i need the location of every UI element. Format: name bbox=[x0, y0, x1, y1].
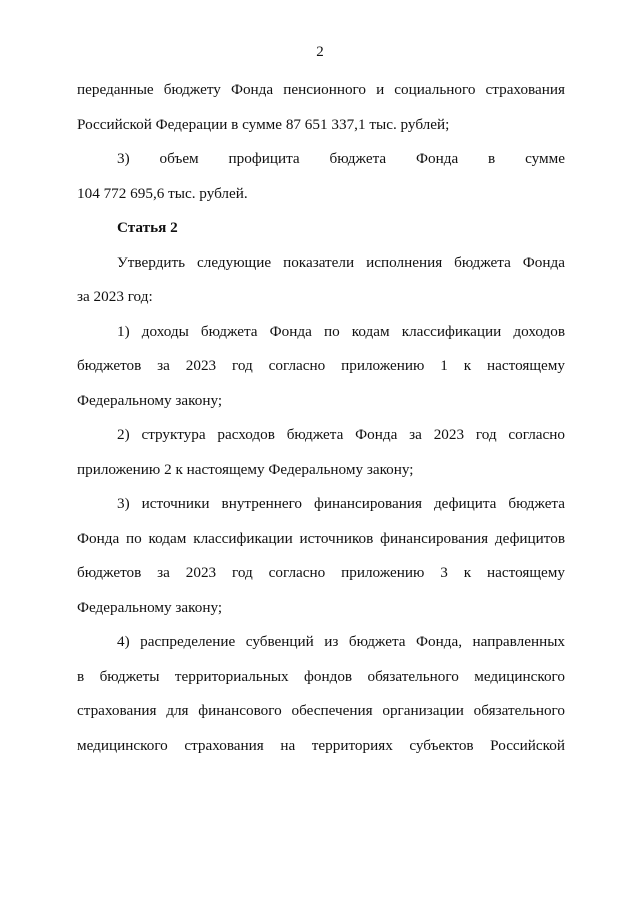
text-line: Федеральному закону; bbox=[77, 598, 223, 616]
paragraph-subventions bbox=[77, 625, 565, 763]
text-line: медицинского страхования на территориях субъектов Российской bbox=[77, 736, 565, 754]
heading-text: Статья 2 bbox=[117, 219, 178, 236]
paragraph-income bbox=[77, 315, 565, 419]
article-heading bbox=[77, 211, 565, 246]
page-number: 2 bbox=[316, 44, 324, 60]
text-line: приложению 2 к настоящему Федеральному закону; bbox=[77, 460, 414, 478]
text-line: 1) доходы бюджета Фонда по кодам классификации доходов bbox=[117, 322, 565, 340]
paragraph-expense-structure bbox=[77, 418, 565, 487]
text-line: 3) источники внутреннего финансирования дефицита бюджета bbox=[117, 495, 565, 512]
document-body bbox=[77, 73, 565, 763]
text-line: переданные бюджету Фонда пенсионного и социального страхования bbox=[77, 81, 565, 98]
text-line: бюджетов за 2023 год согласно приложению 1 к настоящему bbox=[77, 357, 565, 374]
text-line: страхования для финансового обеспечения организации обязательного bbox=[77, 702, 565, 719]
text-line: за 2023 год: bbox=[77, 288, 153, 305]
paragraph-approve-indicators bbox=[77, 246, 565, 315]
text-line: Утвердить следующие показатели исполнения бюджета Фонда bbox=[117, 253, 565, 271]
text-line: в бюджеты территориальных фондов обязательного медицинского bbox=[77, 667, 565, 685]
paragraph-surplus bbox=[77, 142, 565, 211]
text-line: бюджетов за 2023 год согласно приложению 3 к настоящему bbox=[77, 564, 565, 581]
text-line: Федеральному закону; bbox=[77, 391, 223, 409]
text-line: Фонда по кодам классификации источников финансирования дефицитов bbox=[77, 529, 565, 547]
text-line: 3) объем профицита бюджета Фонда в сумме bbox=[117, 150, 565, 167]
text-line: 104 772 695,6 тыс. рублей. bbox=[77, 184, 248, 202]
paragraph-deficit-sources bbox=[77, 487, 565, 625]
text-line: Российской Федерации в сумме 87 651 337,1 тыс. рублей; bbox=[77, 115, 450, 133]
paragraph-fund-transfers bbox=[77, 73, 565, 142]
text-line: 4) распределение субвенций из бюджета Фонда, направленных bbox=[117, 633, 565, 650]
text-line: 2) структура расходов бюджета Фонда за 2023 год согласно bbox=[117, 426, 565, 443]
